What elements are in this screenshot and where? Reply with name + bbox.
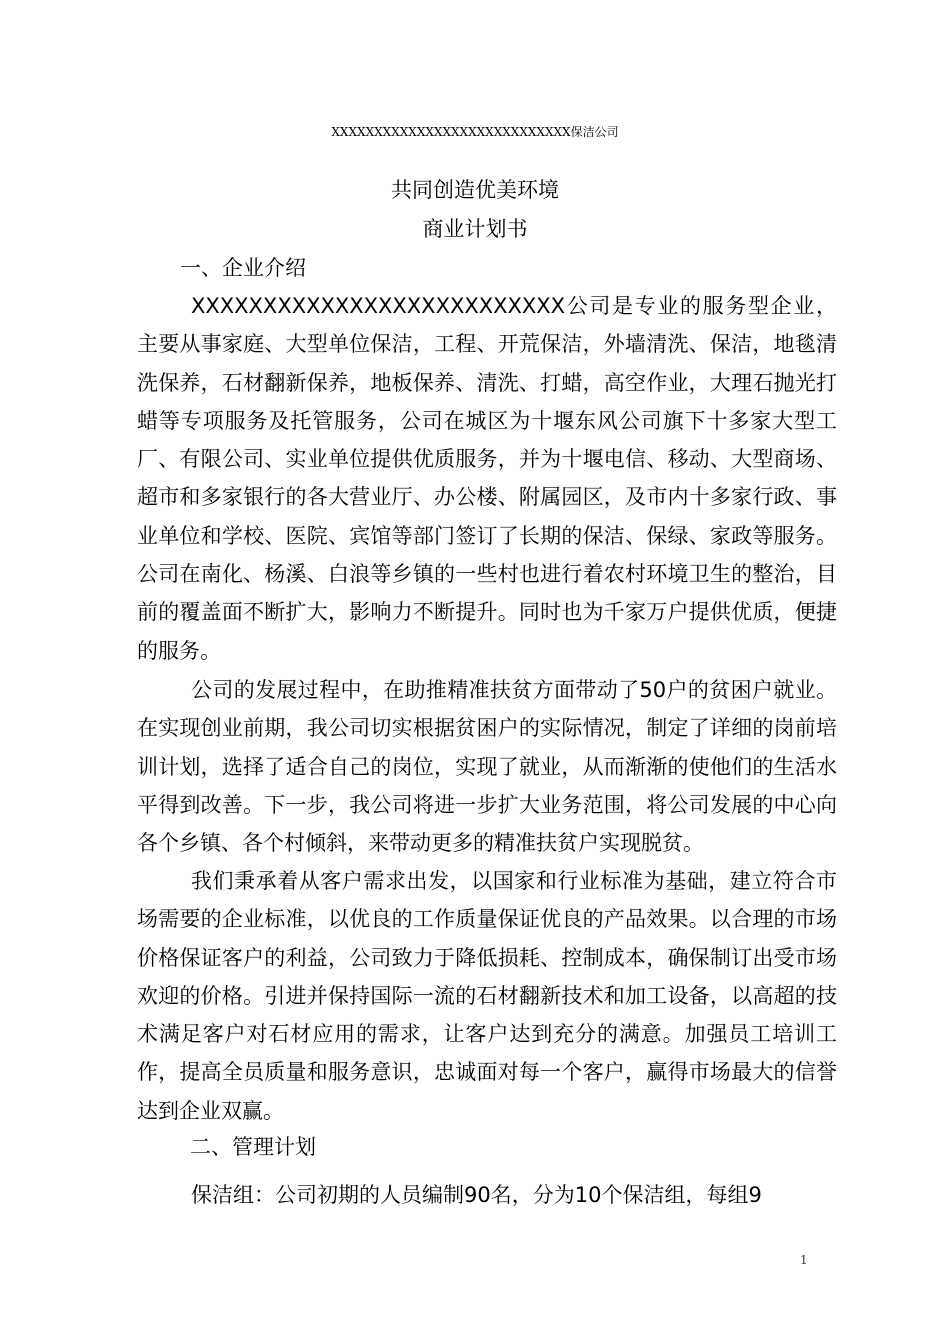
paragraph-cleaning-team: 保洁组：公司初期的人员编制90名，分为10个保洁组，每组9 [191,1183,762,1207]
paragraph-service-philosophy: 我们秉承着从客户需求出发，以国家和行业标准为基础，建立符合市场需要的企业标准，以优良的工作质量保证优良的产品效果。以合理的市场价格保证客户的利益，公司致力于降低损耗、控制成本，确保制订出受市场欢迎的价格。引进并保持国际一流的石材翻新技术和加工设备，以高超的技术满足客户对石材应用的需求，让客户达到充分的满意。加强员工培训工作，提高全员质量和服务意识，忠诚面对每一个客户，赢得市场最大的信誉达到企业双赢。 [137,869,837,1123]
paragraph-company-intro: XXXXXXXXXXXXXXXXXXXXXXXXXX公司是专业的服务型企业，主要从事家庭、大型单位保洁，工程、开荒保洁，外墙清洗、保洁，地毯清洗保养，石材翻新保养，地板保养、清洗、打蜡，高空作业，大理石抛光打蜡等专项服务及托管服务，公司在城区为十堰东风公司旗下十多家大型工厂、有限公司、实业单位提供优质服务，并为十堰电信、移动、大型商场、超市和多家银行的各大营业厅、办公楼、附属园区，及市内十多家行政、事业单位和学校、医院、宾馆等部门签订了长期的保洁、保绿、家政等服务。公司在南化、杨溪、白浪等乡镇的一些村也进行着农村环境卫生的整治，目前的覆盖面不断扩大，影响力不断提升。同时也为千家万户提供优质，便捷的服务。 [137,294,837,663]
document-type-label: 商业计划书 [422,217,528,241]
page-number: 1 [800,1253,808,1267]
document-title: XXXXXXXXXXXXXXXXXXXXXXXXXXXX保洁公司 [331,125,619,139]
document-subtitle: 共同创造优美环境 [391,178,559,202]
section-heading-company-intro: 一、企业介绍 [180,256,306,280]
paragraph-poverty-alleviation: 公司的发展过程中，在助推精准扶贫方面带动了50户的贫困户就业。在实现创业前期，我公司切实根据贫困户的实际情况，制定了详细的岗前培训计划，选择了适合自己的岗位，实现了就业，从而渐渐的使他们的生活水平得到改善。下一步，我公司将进一步扩大业务范围，将公司发展的中心向各个乡镇、各个村倾斜，来带动更多的精准扶贫户实现脱贫。 [137,678,837,856]
section-heading-management-plan: 二、管理计划 [190,1135,316,1159]
